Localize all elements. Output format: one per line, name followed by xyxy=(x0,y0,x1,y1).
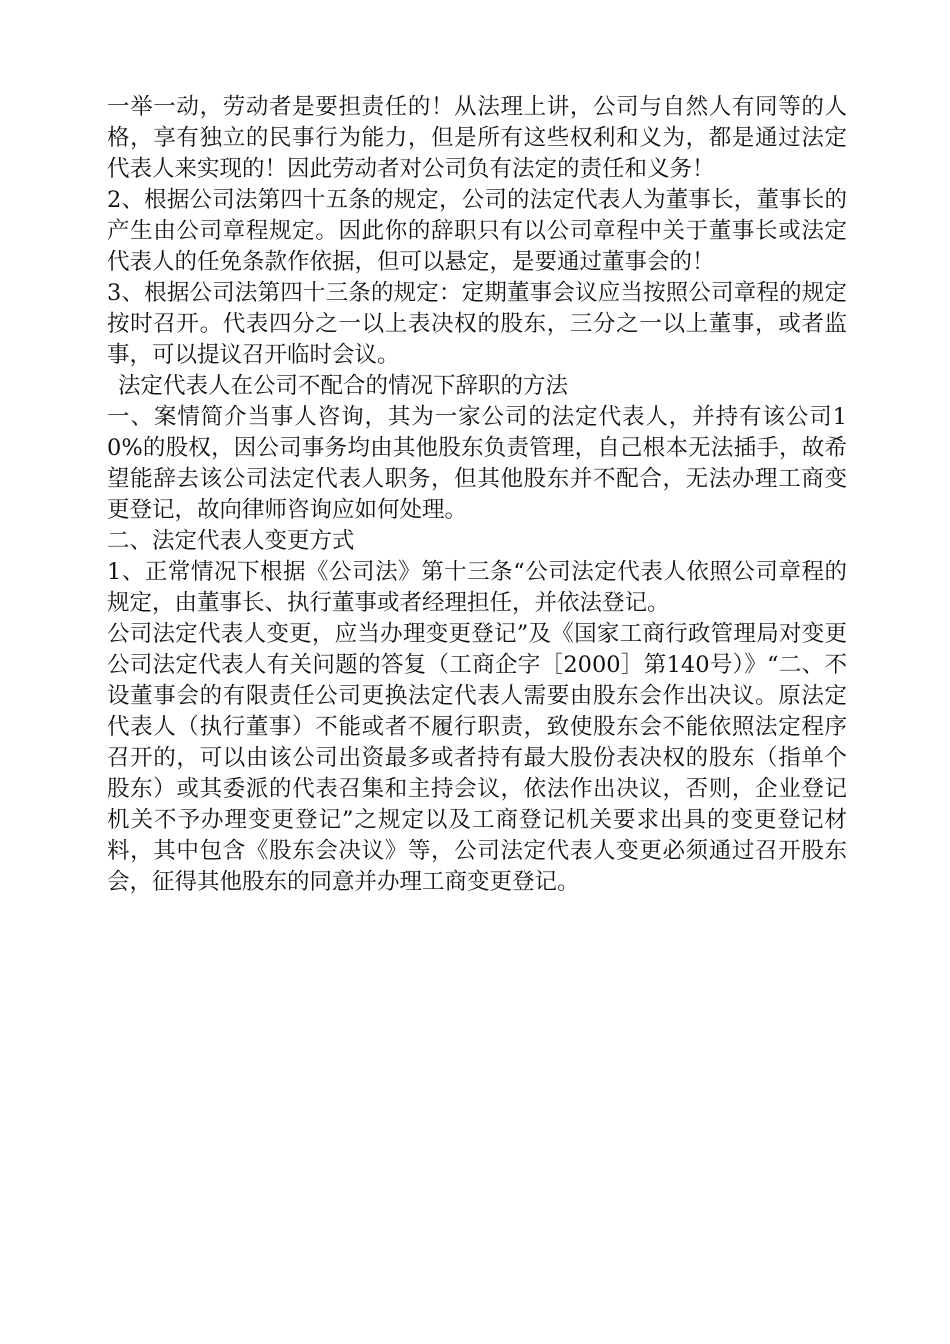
subheading-change-method: 二、法定代表人变更方式 xyxy=(107,528,355,554)
paragraph-change-registration: 公司法定代表人变更，应当办理变更登记”及《国家工商行政管理局对变更公司法定代表人有关问题的答复（工商企字［2000］第140号）》“二、不设董事会的有限责任公司更换法定代表人需要由股东会作出决议。原法定代表人（执行董事）不能或者不履行职责，致使股东会不能依照法定程序召开的，可以由该公司出资最多或者持有最大股份表决权的股东（指单个股东）或其委派的代表召集和主持会议，依法作出决议，否则，企业登记机关不予办理变更登记”之规定以及工商登记机关要求出具的变更登记材料，其中包含《股东会决议》等，公司法定代表人变更必须通过召开股东会，征得其他股东的同意并办理工商变更登记。 xyxy=(107,621,847,895)
paragraph-article-43: 3、根据公司法第四十三条的规定：定期董事会议应当按照公司章程的规定按时召开。代表四分之一以上表决权的股东，三分之一以上董事，或者监事，可以提议召开临时会议。 xyxy=(107,280,847,368)
paragraph-case-summary: 一、案情简介当事人咨询，其为一家公司的法定代表人，并持有该公司10%的股权，因公司事务均由其他股东负责管理，自己根本无法插手，故希望能辞去该公司法定代表人职务，但其他股东并不配合，无法办理工商变更登记，故向律师咨询应如何处理。 xyxy=(107,404,847,523)
paragraph-article-45: 2、根据公司法第四十五条的规定，公司的法定代表人为董事长，董事长的产生由公司章程规定。因此你的辞职只有以公司章程中关于董事长或法定代表人的任免条款作依据，但可以悬定，是要通过董事会的！ xyxy=(107,187,847,275)
section-heading: 法定代表人在公司不配合的情况下辞职的方法 xyxy=(118,373,569,399)
paragraph-article-13: 1、正常情况下根据《公司法》第十三条“公司法定代表人依照公司章程的规定，由董事长、执行董事或者经理担任，并依法登记。 xyxy=(107,559,847,616)
paragraph-liability: 一举一动，劳动者是要担责任的！从法理上讲，公司与自然人有同等的人格，享有独立的民事行为能力，但是所有这些权利和义为，都是通过法定代表人来实现的！因此劳动者对公司负有法定的责任和义务！ xyxy=(107,94,847,182)
document-body xyxy=(107,92,847,898)
